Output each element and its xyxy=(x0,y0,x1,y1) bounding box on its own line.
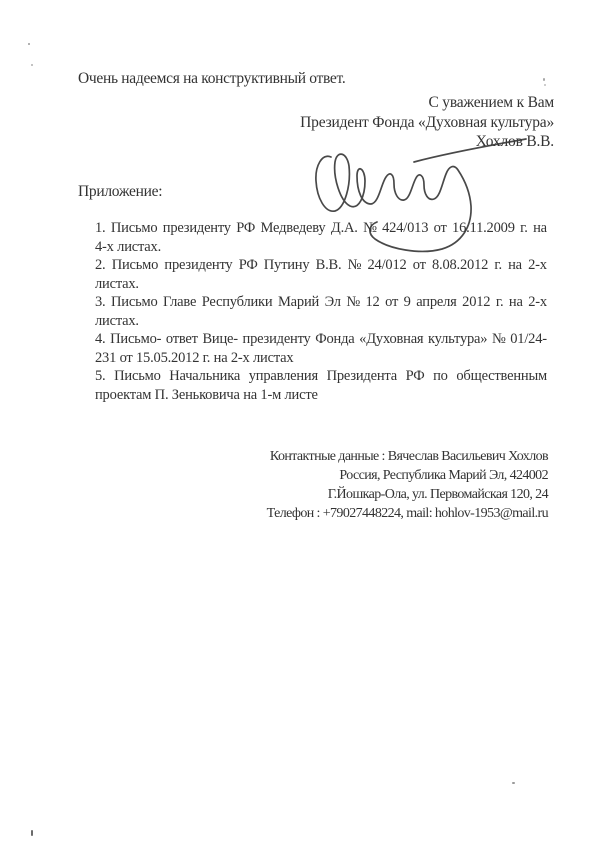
attachment-item-1-line-1: 1. Письмо президенту РФ Медведеву Д.А. № 424/013 от 16.11.2009 г. на xyxy=(95,220,547,236)
attachment-item-4-line-1: 4. Письмо- ответ Вице- президенту Фонда «Духовная культура» № 01/24- xyxy=(95,331,547,347)
scan-speck xyxy=(543,78,545,81)
scan-speck xyxy=(28,43,30,45)
attachment-item-2-line-1: 2. Письмо президенту РФ Путину В.В. № 24/012 от 8.08.2012 г. на 2-х xyxy=(95,257,547,273)
attachment-item-4-line-2: 231 от 15.05.2012 г. на 2-х листах xyxy=(95,349,294,366)
scan-speck xyxy=(544,84,546,86)
signoff-block xyxy=(300,93,554,152)
attachments-list xyxy=(95,219,547,404)
scan-speck xyxy=(31,830,33,836)
sender-title: Президент Фонда «Духовная культура» xyxy=(300,113,554,131)
attachment-item-5-line-1: 5. Письмо Начальника управления Президента РФ по общественным xyxy=(95,368,547,384)
attachments-heading: Приложение: xyxy=(78,183,163,200)
attachment-item-1-line-2: 4-х листах. xyxy=(95,238,162,255)
scan-speck xyxy=(512,782,515,784)
scan-speck xyxy=(31,64,33,66)
salutation-line: С уважением к Вам xyxy=(428,94,554,111)
attachment-item-5-line-2: проектам П. Зеньковича на 1-м листе xyxy=(95,386,318,403)
contact-address-line: Г.Йошкар-Ола, ул. Первомайская 120, 24 xyxy=(327,487,548,502)
sender-name: Хохлов В.В. xyxy=(475,133,554,150)
attachment-item-2-line-2: листах. xyxy=(95,275,139,292)
contact-phone-email-line: Телефон : +79027448224, mail: hohlov-1953@mail.ru xyxy=(266,506,548,521)
contact-person-line: Контактные данные : Вячеслав Васильевич Хохлов xyxy=(269,449,548,464)
attachment-item-3-line-2: листах. xyxy=(95,312,139,329)
contacts-block xyxy=(267,447,548,523)
contact-region-line: Россия, Республика Марий Эл, 424002 xyxy=(339,468,548,483)
attachment-item-3-line-1: 3. Письмо Главе Республики Марий Эл № 12 от 9 апреля 2012 г. на 2-х xyxy=(95,294,547,310)
closing-remark: Очень надеемся на конструктивный ответ. xyxy=(78,70,346,87)
